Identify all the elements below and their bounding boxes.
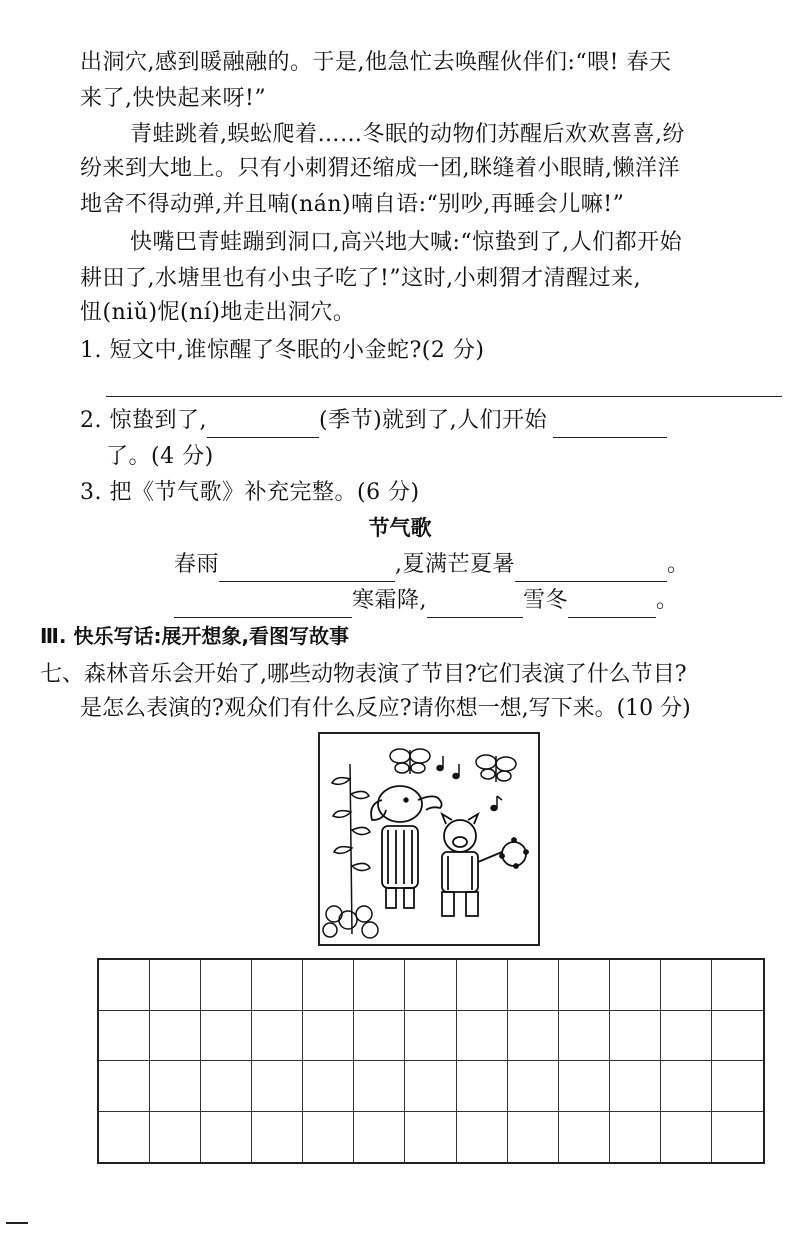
grid-cell[interactable] xyxy=(457,1061,508,1112)
grid-cell[interactable] xyxy=(508,1061,559,1112)
song-blank[interactable] xyxy=(515,555,667,582)
grid-cell[interactable] xyxy=(150,1061,201,1112)
grid-cell[interactable] xyxy=(559,1011,610,1062)
grid-cell[interactable] xyxy=(559,1112,610,1163)
grid-cell[interactable] xyxy=(405,1061,456,1112)
grid-cell[interactable] xyxy=(559,1061,610,1112)
song-line-2 xyxy=(174,584,734,618)
story-line: 耕田了,水塘里也有小虫子吃了!”这时,小刺猬才清醒过来, xyxy=(80,266,642,291)
grid-cell[interactable] xyxy=(712,1061,763,1112)
question-7-line2: 是怎么表演的?观众们有什么反应?请你想一想,写下来。(10 分) xyxy=(80,696,691,721)
question-2 xyxy=(80,404,782,438)
grid-cell[interactable] xyxy=(150,1011,201,1062)
grid-cell[interactable] xyxy=(201,1061,252,1112)
grid-cell[interactable] xyxy=(610,1112,661,1163)
song-text: 雪冬 xyxy=(523,588,569,613)
grid-cell[interactable] xyxy=(354,1011,405,1062)
song-text: ,夏满芒夏暑 xyxy=(395,552,516,577)
story-line: 来了,快快起来呀!” xyxy=(80,86,267,111)
grid-cell[interactable] xyxy=(508,1112,559,1163)
story-line: 纷来到大地上。只有小刺猬还缩成一团,眯缝着小眼睛,懒洋洋 xyxy=(80,156,680,181)
page-edge-mark xyxy=(6,1222,28,1224)
song-blank[interactable] xyxy=(219,555,395,582)
answer-line-1[interactable] xyxy=(106,396,782,397)
elephant-icon xyxy=(371,786,441,908)
song-text: 。 xyxy=(667,552,690,577)
story-line: 快嘴巴青蛙蹦到洞口,高兴地大喊:“惊蛰到了,人们都开始 xyxy=(130,230,683,255)
song-text: 春雨 xyxy=(174,552,220,577)
grid-cell[interactable] xyxy=(303,1061,354,1112)
grid-cell[interactable] xyxy=(610,960,661,1011)
song-blank[interactable] xyxy=(427,591,523,618)
pig-icon xyxy=(442,814,502,916)
forest-concert-illustration xyxy=(320,734,538,944)
grid-cell[interactable] xyxy=(508,960,559,1011)
grid-cell[interactable] xyxy=(99,1011,150,1062)
grid-cell[interactable] xyxy=(405,1112,456,1163)
grid-cell[interactable] xyxy=(303,1011,354,1062)
blank-activity[interactable] xyxy=(553,411,667,438)
grid-cell[interactable] xyxy=(712,960,763,1011)
plant-icon xyxy=(323,764,378,938)
grid-cell[interactable] xyxy=(252,1011,303,1062)
grid-cell[interactable] xyxy=(405,960,456,1011)
grid-cell[interactable] xyxy=(712,1011,763,1062)
grid-cell[interactable] xyxy=(303,1112,354,1163)
story-line: 青蛙跳着,蜈蚣爬着……冬眠的动物们苏醒后欢欢喜喜,纷 xyxy=(130,122,685,147)
question-1: 1. 短文中,谁惊醒了冬眠的小金蛇?(2 分) xyxy=(80,338,485,363)
grid-cell[interactable] xyxy=(252,1061,303,1112)
grid-cell[interactable] xyxy=(201,1011,252,1062)
grid-cell[interactable] xyxy=(99,1112,150,1163)
grid-cell[interactable] xyxy=(201,1112,252,1163)
story-line: 忸(niǔ)怩(ní)地走出洞穴。 xyxy=(80,300,356,325)
grid-cell[interactable] xyxy=(559,960,610,1011)
grid-cell[interactable] xyxy=(661,1011,712,1062)
grid-cell[interactable] xyxy=(354,1061,405,1112)
question-2-text-a: 2. 惊蛰到了, xyxy=(80,408,207,433)
butterfly-icon xyxy=(476,755,516,782)
grid-cell[interactable] xyxy=(303,960,354,1011)
grid-cell[interactable] xyxy=(99,960,150,1011)
song-line-1 xyxy=(174,548,734,582)
grid-cell[interactable] xyxy=(712,1112,763,1163)
grid-cell[interactable] xyxy=(661,1112,712,1163)
section-heading: Ⅲ. 快乐写话:展开想象,看图写故事 xyxy=(40,624,350,648)
story-line: 地舍不得动弹,并且喃(nán)喃自语:“别吵,再睡会儿嘛!” xyxy=(80,192,625,217)
grid-cell[interactable] xyxy=(252,1112,303,1163)
music-note-icon xyxy=(437,756,502,811)
song-blank[interactable] xyxy=(174,591,352,618)
grid-cell[interactable] xyxy=(508,1011,559,1062)
tambourine-icon xyxy=(500,838,528,868)
question-3: 3. 把《节气歌》补充完整。(6 分) xyxy=(80,480,420,505)
grid-cell[interactable] xyxy=(201,960,252,1011)
story-line: 出洞穴,感到暖融融的。于是,他急忙去唤醒伙伴们:“喂! 春天 xyxy=(80,50,672,75)
writing-grid[interactable] xyxy=(97,958,765,1164)
song-text: 寒霜降, xyxy=(352,588,427,613)
question-2-cont: 了。(4 分) xyxy=(106,444,214,469)
grid-cell[interactable] xyxy=(610,1011,661,1062)
grid-cell[interactable] xyxy=(150,960,201,1011)
grid-cell[interactable] xyxy=(405,1011,456,1062)
grid-cell[interactable] xyxy=(354,960,405,1011)
song-title: 节气歌 xyxy=(368,516,432,540)
grid-cell[interactable] xyxy=(661,960,712,1011)
question-7-line1: 七、森林音乐会开始了,哪些动物表演了节目?它们表演了什么节目? xyxy=(40,662,687,687)
grid-cell[interactable] xyxy=(354,1112,405,1163)
story-picture xyxy=(318,732,540,946)
grid-cell[interactable] xyxy=(457,1112,508,1163)
song-blank[interactable] xyxy=(568,591,656,618)
grid-cell[interactable] xyxy=(610,1061,661,1112)
question-2-text-b: (季节)就到了,人们开始 xyxy=(318,408,548,433)
grid-cell[interactable] xyxy=(99,1061,150,1112)
grid-cell[interactable] xyxy=(661,1061,712,1112)
grid-cell[interactable] xyxy=(457,1011,508,1062)
grid-cell[interactable] xyxy=(457,960,508,1011)
grid-cell[interactable] xyxy=(252,960,303,1011)
song-text: 。 xyxy=(656,588,679,613)
blank-season[interactable] xyxy=(207,411,319,438)
grid-cell[interactable] xyxy=(150,1112,201,1163)
butterfly-icon xyxy=(390,749,430,774)
